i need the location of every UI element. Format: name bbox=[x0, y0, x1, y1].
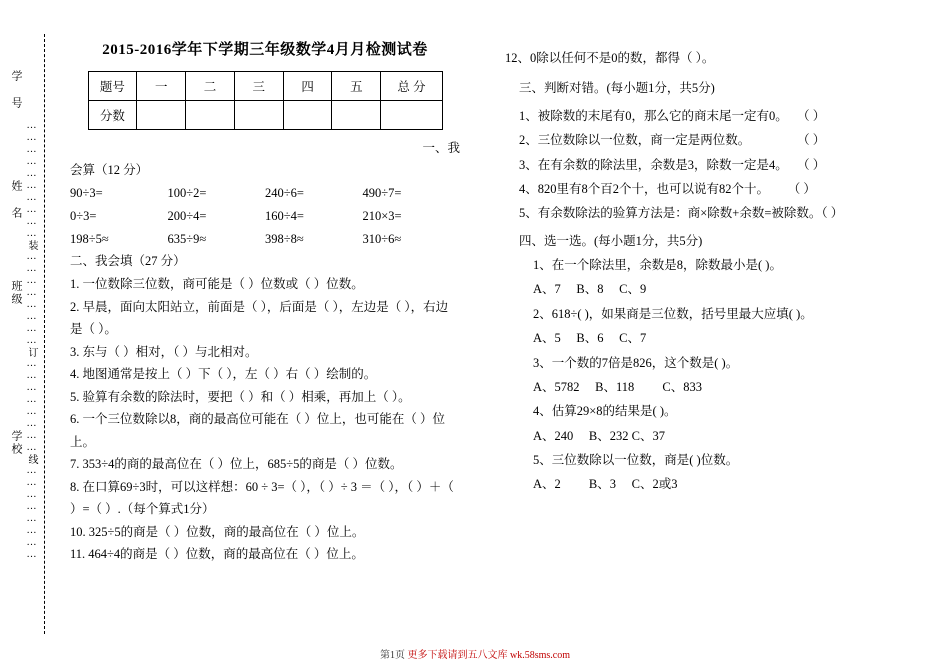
calc-item: 100÷2= bbox=[167, 185, 207, 200]
calc-row bbox=[70, 228, 460, 251]
score-row-label: 分数 bbox=[88, 101, 137, 130]
fill-item-1: 1. 一位数除三位数，商可能是（ ）位数或（ ）位数。 bbox=[70, 277, 364, 291]
choice-options-5[interactable]: A、2 B、3 C、2或3 bbox=[533, 477, 678, 492]
score-cell-1[interactable] bbox=[137, 101, 186, 130]
choice-options-1[interactable]: A、7 B、8 C、9 bbox=[533, 282, 647, 297]
score-header-label: 题号 bbox=[88, 72, 137, 101]
fill-item-5: 5. 验算有余数的除法时，要把（ ）和（ ）相乘，再加上（ ）。 bbox=[70, 389, 411, 404]
calc-item: 90÷3= bbox=[70, 185, 103, 200]
margin-sealing-line-text: …………………………装……………………订……………………线…………………… bbox=[26, 120, 37, 561]
calc-item: 210×3= bbox=[362, 208, 402, 223]
fill-item-6: 6. 一个三位数除以8，商的最高位可能在（ ）位上，也可能在（ ）位上。 bbox=[70, 412, 446, 449]
choice-options-4[interactable]: A、240 B、232 C、37 bbox=[533, 428, 665, 443]
section-two-title: 二、我会填（27 分） bbox=[70, 254, 186, 269]
fill-item-3: 3. 东与（ ）相对，（ ）与北相对。 bbox=[70, 344, 258, 359]
calc-item: 0÷3= bbox=[70, 208, 97, 223]
footer-promo: 更多下载请到五八文库 wk.58sms.com bbox=[407, 650, 570, 661]
section-one-lead: 一、我 bbox=[422, 141, 460, 155]
choice-stem-2: 2、618÷( )，如果商是三位数，括号里最大应填( )。 bbox=[533, 306, 813, 321]
table-row bbox=[88, 101, 442, 130]
calc-row bbox=[70, 182, 460, 205]
margin-label-name: 姓 名 bbox=[10, 180, 22, 220]
calc-row bbox=[70, 205, 460, 228]
page-number: 第1页 bbox=[380, 650, 405, 661]
fill-item-4: 4. 地图通常是按上（ ）下（ ），左（ ）右（ ）绘制的。 bbox=[70, 367, 377, 381]
section-three-title: 三、判断对错。(每小题1分，共5分) bbox=[519, 81, 715, 96]
margin-label-school: 学校 bbox=[10, 430, 22, 456]
choice-stem-4: 4、估算29×8的结果是( )。 bbox=[533, 404, 677, 419]
calc-item: 635÷9≈ bbox=[167, 232, 207, 246]
page-footer bbox=[0, 646, 950, 661]
score-table bbox=[88, 71, 443, 130]
score-cell-2[interactable] bbox=[186, 101, 235, 130]
calc-item: 240÷6= bbox=[265, 185, 304, 200]
fill-item-11: 11. 464÷4的商是（ ）位数，商的最高位在（ ）位上。 bbox=[70, 547, 364, 561]
judgement-item-2: 2、三位数除以一位数，商一定是两位数。 （ ） bbox=[519, 133, 826, 148]
binding-dashed-line bbox=[44, 34, 45, 634]
fill-item-10: 10. 325÷5的商是（ ）位数，商的最高位在（ ）位上。 bbox=[70, 524, 365, 539]
score-header-total: 总 分 bbox=[381, 72, 442, 101]
section-one-title: 会算（12 分） bbox=[70, 162, 149, 177]
calc-item: 198÷5≈ bbox=[70, 232, 109, 246]
choice-stem-3: 3、一个数的7倍是826，这个数是( )。 bbox=[533, 355, 739, 370]
calc-item: 160÷4= bbox=[265, 208, 304, 223]
right-column bbox=[505, 46, 925, 497]
score-cell-3[interactable] bbox=[234, 101, 283, 130]
table-row bbox=[88, 72, 442, 101]
score-cell-5[interactable] bbox=[332, 101, 381, 130]
choice-stem-1: 1、在一个除法里，余数是8，除数最小是( )。 bbox=[533, 258, 782, 272]
judgement-item-3: 3、在有余数的除法里，余数是3，除数一定是4。 （ ） bbox=[519, 157, 826, 172]
score-cell-total[interactable] bbox=[381, 101, 442, 130]
calc-item: 398÷8≈ bbox=[265, 232, 304, 246]
score-cell-4[interactable] bbox=[283, 101, 332, 130]
choice-stem-5: 5、三位数除以一位数，商是( )位数。 bbox=[533, 453, 739, 467]
margin-label-student-id: 学 号 bbox=[10, 70, 22, 110]
fill-item-2: 2. 早晨，面向太阳站立，前面是（ ），后面是（ ），左边是（ ），右边是（ ）。 bbox=[70, 299, 449, 336]
judgement-item-5: 5、有余数除法的验算方法是：商×除数+余数=被除数。（ ） bbox=[519, 206, 844, 221]
choice-options-3[interactable]: A、5782 B、118 C、833 bbox=[533, 379, 702, 394]
fill-item-12: 12、0除以任何不是0的数，都得（ ）。 bbox=[505, 51, 715, 65]
fill-item-7: 7. 353÷4的商的最高位在（ ）位上，685÷5的商是（ ）位数。 bbox=[70, 457, 403, 471]
margin-label-class: 班级 bbox=[10, 280, 22, 306]
section-four-title: 四、选一选。(每小题1分，共5分) bbox=[519, 233, 703, 248]
left-column bbox=[70, 38, 460, 566]
score-header-3: 三 bbox=[234, 72, 283, 101]
left-margin-strip bbox=[0, 0, 62, 671]
calc-item: 490÷7= bbox=[362, 185, 402, 200]
score-header-5: 五 bbox=[332, 72, 381, 101]
score-header-1: 一 bbox=[137, 72, 186, 101]
judgement-item-1: 1、被除数的末尾有0，那么它的商末尾一定有0。 （ ） bbox=[519, 108, 826, 123]
calc-item: 310÷6≈ bbox=[362, 232, 402, 246]
judgement-item-4: 4、820里有8个百2个十，也可以说有82个十。 （ ） bbox=[519, 181, 816, 196]
calc-item: 200÷4= bbox=[167, 208, 207, 223]
page-title: 2015-2016学年下学期三年级数学4月月检测试卷 bbox=[102, 42, 428, 58]
choice-options-2[interactable]: A、5 B、6 C、7 bbox=[533, 331, 647, 346]
fill-item-8: 8. 在口算69÷3时，可以这样想：60 ÷ 3=（ ），（ ）÷ 3 ＝（ ），（ ）＋（ ）=（ ）.（每个算式1分） bbox=[70, 479, 454, 516]
score-header-2: 二 bbox=[186, 72, 235, 101]
score-header-4: 四 bbox=[283, 72, 332, 101]
